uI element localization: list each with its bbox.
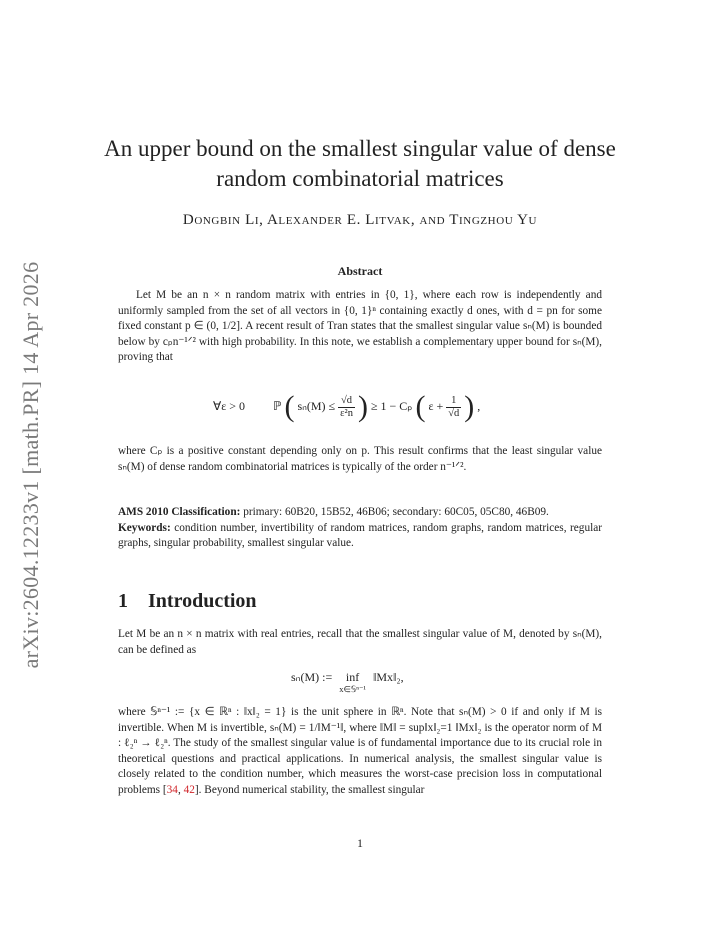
- eq-numerator-1: √d: [338, 395, 355, 408]
- intro-text-1: Let M be an n × n matrix with real entries, recall that the smallest singular value of M, denoted by sₙ(M), can be defined as: [118, 628, 602, 656]
- eq-close-paren: ): [357, 390, 368, 423]
- eq-fraction-1: [338, 395, 355, 420]
- eq-rhs: ≥ 1 − Cₚ: [370, 398, 413, 413]
- title-line-2: random combinatorial matrices: [216, 166, 504, 191]
- eq-eps: ε +: [428, 398, 444, 413]
- intro-text-2: [118, 705, 602, 799]
- citation-link-42[interactable]: 42: [183, 783, 195, 796]
- keywords-text: condition number, invertibility of random matrices, random graphs, random matrices, regular graphs, singular probability, smallest singular value.: [118, 521, 603, 550]
- keywords-label: Keywords:: [118, 521, 171, 534]
- paper-title: [60, 134, 660, 194]
- eq-open-paren-2: (: [415, 390, 426, 423]
- intro-text-2-main: where 𝕊ⁿ⁻¹ := {x ∈ ℝⁿ : ‖x‖₂ = 1} is the unit sphere in ℝⁿ. Note that sₙ(M) > 0 if and only if M is invertible. When M is invertible, sₙ(M) = 1/‖M⁻¹‖, where ‖M‖ = sup‖x‖₂=1 ‖Mx‖₂ is the operator norm of M : ℓ₂ⁿ → ℓ₂ⁿ. The study of the smallest singular value is of fundamental importance due to its crucial role in theoretical questions and practical applications. In numerical analysis, the smallest singular value is closely related to the condition number, which measures the worst-case precision loss in computational problems [: [118, 706, 602, 796]
- abstract-equation: [213, 392, 480, 422]
- eq2-subscript: x∈𝕊ⁿ⁻¹: [339, 684, 366, 694]
- eq-close-paren-2: ): [464, 390, 475, 423]
- eq2-inf: inf: [345, 670, 360, 684]
- citation-separator: ,: [177, 783, 184, 796]
- eq-end: ,: [477, 398, 481, 413]
- eq-fraction-2: [446, 395, 461, 420]
- section-number: 1: [118, 590, 128, 612]
- abstract-text-2: where Cₚ is a positive constant depending only on p. This result confirms that the least singular value sₙ(M) of dense random combinatorial matrices is typically of the order n⁻¹ᐟ².: [118, 445, 602, 473]
- metadata-block: [118, 505, 602, 552]
- section-heading: [118, 590, 277, 613]
- section-title: Introduction: [148, 590, 257, 612]
- classification-line: [118, 505, 602, 521]
- intro-text-2-tail: ]. Beyond numerical stability, the smallest singular: [194, 783, 425, 796]
- page-number: 1: [357, 836, 363, 850]
- eq2-lhs: sₙ(M) :=: [291, 670, 333, 684]
- author-list: Dongbin Li, Alexander E. Litvak, and Tingzhou Yu: [182, 212, 538, 228]
- classification-label: AMS 2010 Classification:: [118, 506, 241, 518]
- abstract-paragraph-2: [118, 444, 602, 475]
- intro-paragraph-1: [118, 627, 602, 658]
- classification-text: primary: 60B20, 15B52, 46B06; secondary: 60C05, 05C80, 46B09.: [243, 506, 549, 518]
- eq-denominator-1: ε²n: [340, 407, 353, 419]
- eq-prob-symbol: ℙ: [273, 398, 282, 413]
- eq-forall: ∀ε > 0: [213, 398, 246, 413]
- eq-numerator-2: 1: [446, 395, 461, 408]
- arxiv-sidebar: [8, 240, 54, 690]
- title-line-1: An upper bound on the smallest singular value of dense: [104, 136, 616, 161]
- citation-link-34[interactable]: 34: [166, 783, 178, 796]
- eq-inner: sₙ(M) ≤: [297, 398, 336, 413]
- eq2-inf-block: [339, 670, 366, 694]
- eq2-rhs: ‖Mx‖₂,: [372, 670, 404, 684]
- abstract-text-1: Let M be an n × n random matrix with entries in {0, 1}, where each row is independently and uniformly sampled from the set of all vectors in {0, 1}ⁿ containing exactly d ones, with d = pn for some fixed constant p ∈ (0, 1/2]. A recent result of Tran states that the smallest singular value sₙ(M) is bounded below by cₚn⁻¹ᐟ² with high probability. In this note, we establish a complementary upper bound for sₙ(M), proving that: [118, 289, 602, 364]
- singular-value-definition: [291, 670, 404, 694]
- arxiv-id-stamp: arXiv:2604.12233v1 [math.PR] 14 Apr 2026: [18, 261, 43, 669]
- keywords-line: [118, 521, 602, 552]
- intro-paragraph-2: [118, 705, 602, 799]
- abstract-paragraph-1: [118, 288, 602, 366]
- eq-open-paren: (: [284, 390, 295, 423]
- eq-denominator-2: √d: [448, 407, 460, 419]
- abstract-heading: Abstract: [337, 264, 383, 278]
